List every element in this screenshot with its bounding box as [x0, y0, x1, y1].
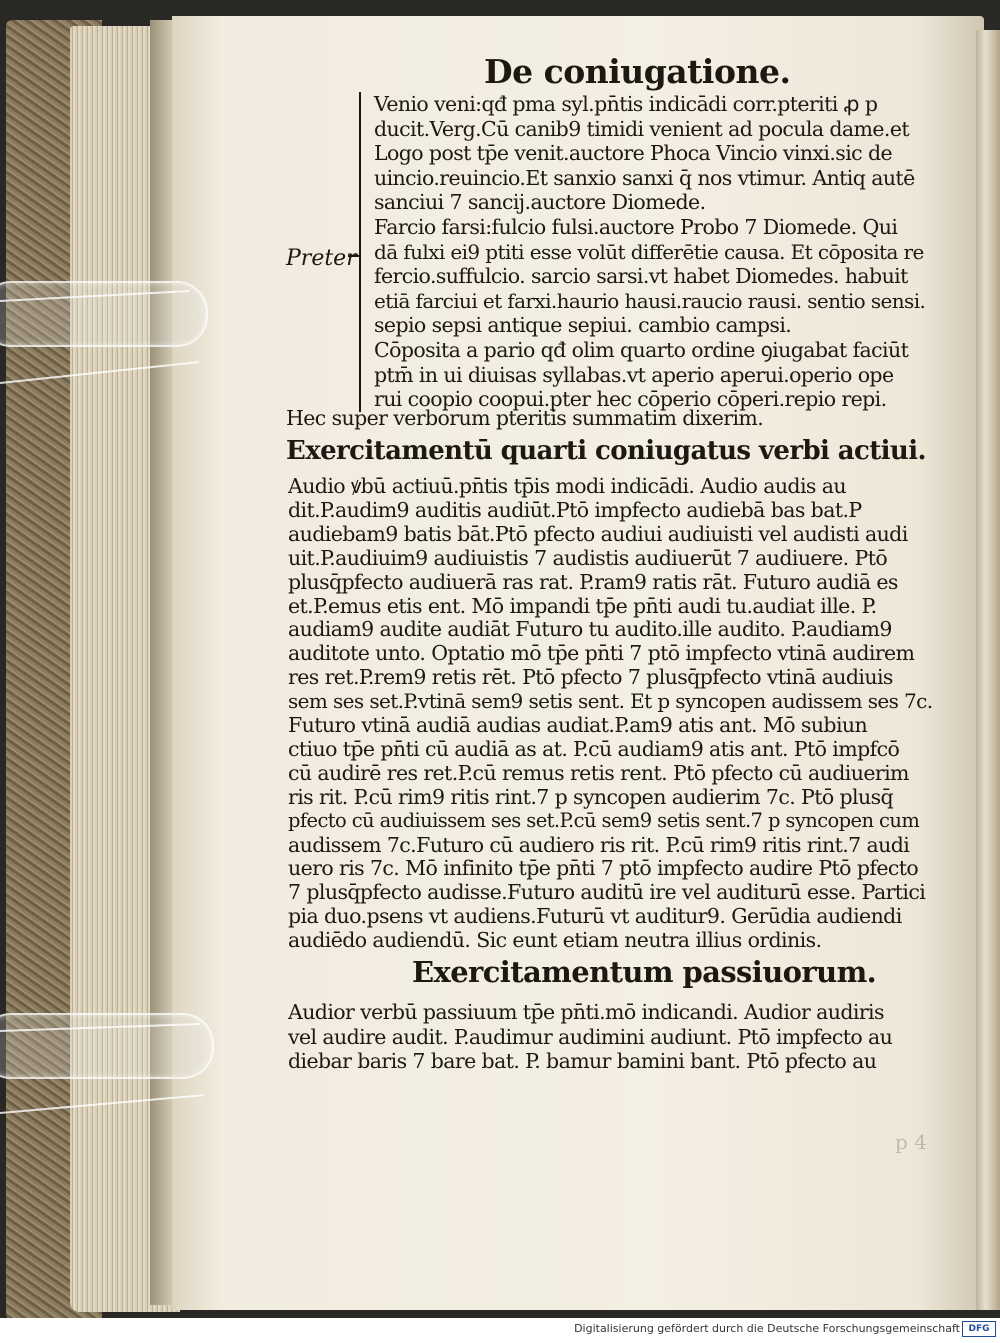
text-line: Audior verbū passiuum tp̄e pn̄ti.mō indicandi. Audior audiris — [288, 1000, 884, 1024]
text-line: sepio sepsi antique sepiui. cambio campsi. — [374, 313, 792, 338]
text-line: etiā farciui et farxi.haurio hausi.raucio rausi. sentio sensi. — [374, 288, 926, 313]
text-line: res ret.P.rem9 retis rēt. Ptō pfecto 7 plusq̄pfecto vtinā audiuis — [288, 665, 893, 690]
facing-page-edge — [976, 30, 1000, 1310]
text-line: vel audire audit. P.audimur audimini audiunt. Ptō impfecto au — [288, 1024, 893, 1049]
text-line: auditote unto. Optatio mō tp̄e pn̄ti 7 ptō impfecto vtinā audirem — [288, 641, 915, 666]
text-line: uero ris 7c. Mō infinito tp̄e pn̄ti 7 ptō impfecto audire Ptō pfecto — [288, 856, 919, 881]
text-line: uincio.reuincio.Et sanxio sanxi q̄ nos vtimur. Antiq autē — [374, 165, 915, 190]
text-line: audiebam9 batis bāt.Ptō pfecto audiui audiuisti vel audisti audi — [288, 521, 908, 546]
text-line: Farcio farsi:fulcio fulsi.auctore Probo 7 Diomede. Qui — [374, 215, 898, 239]
text-line: audissem 7c.Futuro cū audiero ris rit. P.cū rim9 ritis rint.7 audi — [288, 832, 910, 857]
text-line: sem ses set.P.vtinā sem9 setis sent. Et p syncopen audissem ses 7c. — [288, 689, 933, 714]
text-line: ctiuo tp̄e pn̄ti cū audiā as at. P.cū audiam9 atis ant. Ptō impfcō — [288, 736, 900, 761]
text-line: ris rit. P.cū rim9 ritis rint.7 p syncopen audierim 7c. Ptō plusq̄ — [288, 784, 894, 809]
page-signature-mark: p 4 — [895, 1130, 927, 1154]
text-line: dit.P.audim9 auditis audiūt.Ptō impfecto audiebā bas bat.P — [288, 497, 862, 522]
text-line: dā fulxi ei9 ptiti esse volūt differētie causa. Et cōposita re — [374, 239, 924, 264]
bracket — [359, 92, 371, 412]
dfg-logo: DFG — [962, 1321, 996, 1337]
text-line: audiēdo audiendū. Sic eunt etiam neutra illius ordinis. — [288, 928, 822, 953]
text-line: Cōposita a pario qđ olim quarto ordine ꝯiugabat faciūt — [374, 338, 909, 362]
margin-label: Preter — [286, 246, 357, 271]
text-line: diebar baris 7 bare bat. P. bamur bamini bant. Ptō pfecto au — [288, 1049, 877, 1073]
text-line: Logo post tp̄e venit.auctore Phoca Vincio vinxi.sic de — [374, 141, 893, 166]
section-heading-active: Exercitamentū quarti coniugatus verbi actiui. — [286, 436, 926, 466]
text-line: et.P.emus etis ent. Mō impandi tp̄e pn̄ti audi tu.audiat ille. P. — [288, 593, 877, 618]
text-line: fercio.suffulcio. sarcio sarsi.vt habet Diomedes. habuit — [374, 264, 908, 289]
page-title: De coniugatione. — [484, 52, 791, 91]
text-line: pfecto cū audiuissem ses set.P.cū sem9 setis sent.7 p syncopen cum — [288, 808, 920, 832]
text-line: cū audirē res ret.P.cū remus retis rent. Ptō pfecto cū audiuerim — [288, 760, 909, 785]
text-line: ptm̄ in ui diuisas syllabas.vt aperio aperui.operio ope — [374, 362, 894, 387]
text-line: Futuro vtinā audiā audias audiat.P.am9 atis ant. Mō subiun — [288, 713, 868, 737]
text-line: Audio ꝟbū actiuū.pn̄tis tp̄is modi indicādi. Audio audis au — [288, 474, 846, 498]
text-line: Venio veni:qđ pma syl.pn̄tis indicādi corr.pteriti ꝓ p — [374, 92, 878, 116]
text-line: 7 plusq̄pfecto audisse.Futuro auditū ire vel auditurū esse. Partici — [288, 880, 926, 905]
text-line: sanciui 7 sancij.auctore Diomede. — [374, 190, 706, 215]
footer-credit: Digitalisierung gefördert durch die Deutsche Forschungsgemeinschaft — [574, 1322, 960, 1335]
text-line: rui coopio coopui.pter hec cōperio cōperi.repio repi. — [374, 387, 887, 412]
text-line: ducit.Verg.Cū canib9 timidi venient ad pocula dame.et — [374, 116, 910, 141]
text-line: audiam9 audite audiāt Futuro tu audito.ille audito. P.audiam9 — [288, 617, 892, 642]
closing-line: Hec super verborum pteritis summatim dixerim. — [286, 406, 764, 430]
text-line: plusq̄pfecto audiuerā ras rat. P.ram9 ratis rāt. Futuro audiā es — [288, 569, 898, 594]
text-line: uit.P.audiuim9 audiuistis 7 audistis audiuerūt 7 audiuere. Ptō — [288, 545, 888, 570]
section-heading-passive: Exercitamentum passiuorum. — [412, 955, 877, 989]
text-line: pia duo.psens vt audiens.Futurū vt auditur9. Gerūdia audiendi — [288, 904, 902, 929]
